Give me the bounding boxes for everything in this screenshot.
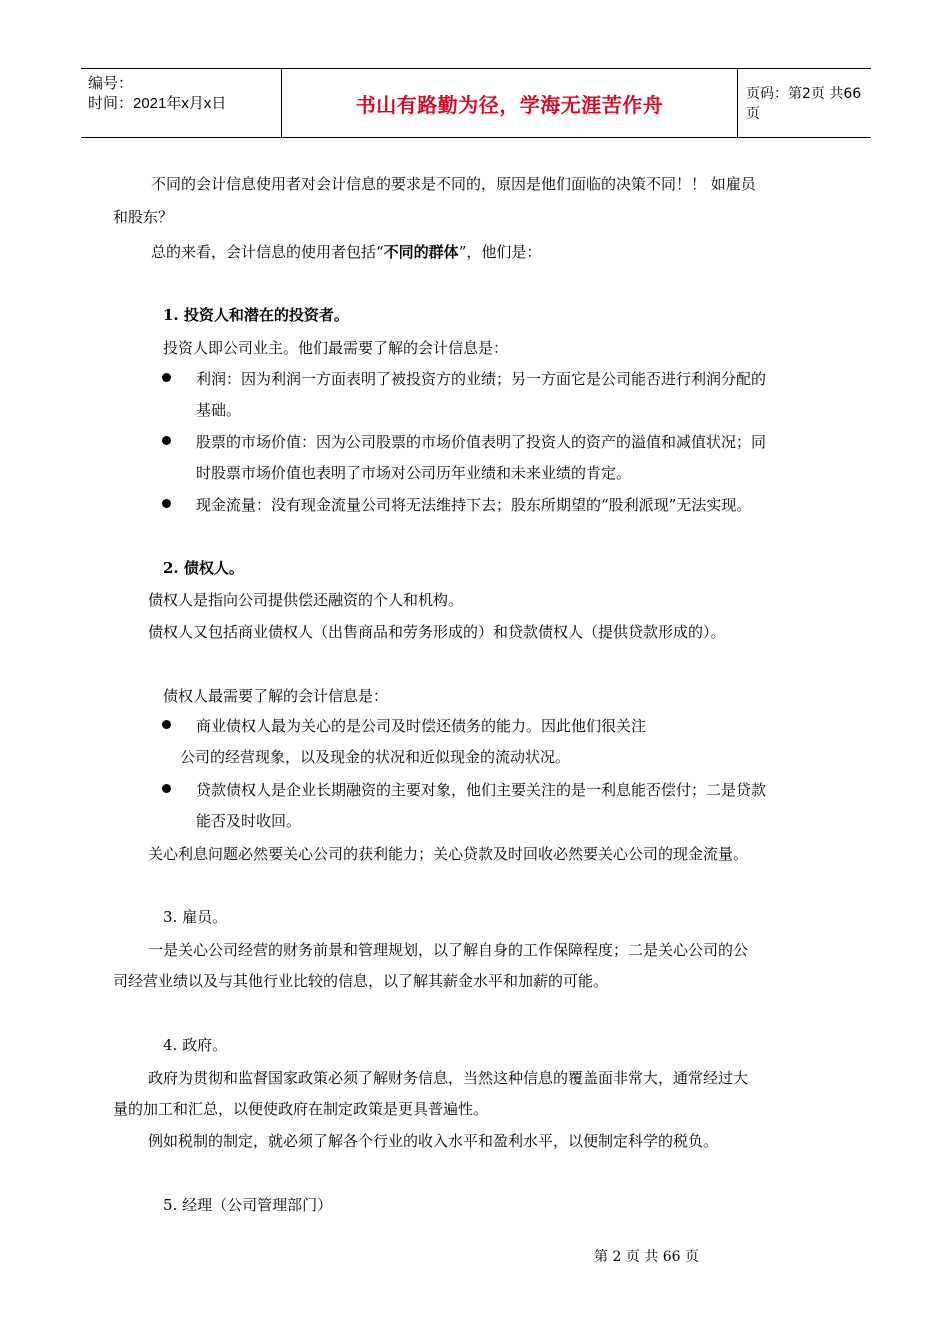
number-label: 编号： — [88, 75, 134, 92]
page-header — [81, 68, 871, 138]
paragraph-line: 和股东？ — [113, 208, 174, 226]
paragraph-line: 一是关心公司经营的财务前景和管理规划，以了解自身的工作保障程度；二是关心公司的公 — [148, 941, 749, 959]
bullet-text: 股票的市场价值：因为公司股票的市场价值表明了投资人的资产的溢值和减值状况；同 — [196, 433, 767, 451]
bullet-text: 商业债权人最为关心的是公司及时偿还债务的能力。因此他们很关注 — [196, 717, 647, 735]
section-title-investors: 1. 投资人和潜在的投资者。 — [163, 306, 349, 324]
bullet-icon — [162, 499, 171, 508]
bullet-icon — [162, 436, 171, 445]
section-title-government: 4. 政府。 — [163, 1036, 228, 1054]
section-title-creditors: 2. 债权人。 — [163, 559, 244, 577]
section-title-employees: 3. 雇员。 — [163, 908, 228, 926]
bullet-icon — [162, 784, 171, 793]
bullet-text: 公司的经营现象，以及现金的状况和近似现金的流动状况。 — [180, 748, 571, 766]
bullet-text: 现金流量：没有现金流量公司将无法维持下去；股东所期望的“股利派现”无法实现。 — [196, 496, 752, 514]
bullet-text: 能否及时收回。 — [196, 812, 302, 830]
page-label: 页码：第2页 共66页 — [746, 86, 862, 122]
header-meta — [81, 69, 281, 137]
bullet-text: 基础。 — [196, 401, 242, 419]
paragraph-line: 债权人最需要了解的会计信息是： — [163, 687, 389, 705]
paragraph-line: 债权人是指向公司提供偿还融资的个人和机构。 — [148, 591, 464, 609]
section-title-managers: 5. 经理（公司管理部门） — [163, 1196, 333, 1214]
paragraph-line: 例如税制的制定，就必须了解各个行业的收入水平和盈利水平，以便制定科学的税负。 — [148, 1132, 719, 1150]
header-motto — [281, 69, 738, 137]
paragraph-line: 投资人即公司业主。他们最需要了解的会计信息是： — [163, 339, 509, 357]
paragraph-line: 总的来看，会计信息的使用者包括“不同的群体”，他们是： — [151, 243, 542, 261]
bullet-icon — [162, 373, 171, 382]
paragraph-line: 关心利息问题必然要关心公司的获利能力；关心贷款及时回收必然要关心公司的现金流量。 — [148, 845, 749, 863]
time-label: 时间：2021年x月x日 — [88, 95, 227, 112]
paragraph-line: 政府为贯彻和监督国家政策必须了解财务信息，当然这种信息的覆盖面非常大，通常经过大 — [148, 1069, 749, 1087]
header-page — [737, 69, 871, 137]
bullet-text: 时股票市场价值也表明了市场对公司历年业绩和未来业绩的肯定。 — [196, 464, 632, 482]
bullet-icon — [162, 720, 171, 729]
bullet-text: 利润：因为利润一方面表明了被投资方的业绩；另一方面它是公司能否进行利润分配的 — [196, 370, 767, 388]
paragraph-line: 不同的会计信息使用者对会计信息的要求是不同的，原因是他们面临的决策不同！！ 如雇员 — [151, 175, 756, 193]
bullet-text: 贷款债权人是企业长期融资的主要对象，他们主要关注的是一利息能否偿付；二是贷款 — [196, 781, 767, 799]
paragraph-line: 量的加工和汇总，以便使政府在制定政策是更具普遍性。 — [113, 1100, 489, 1118]
page-footer: 第 2 页 共 66 页 — [594, 1249, 699, 1265]
motto-text: 书山有路勤为径，学海无涯苦作舟 — [355, 92, 664, 117]
paragraph-line: 司经营业绩以及与其他行业比较的信息，以了解其薪金水平和加薪的可能。 — [113, 972, 609, 990]
paragraph-line: 债权人又包括商业债权人（出售商品和劳务形成的）和贷款债权人（提供贷款形成的）。 — [148, 623, 726, 641]
